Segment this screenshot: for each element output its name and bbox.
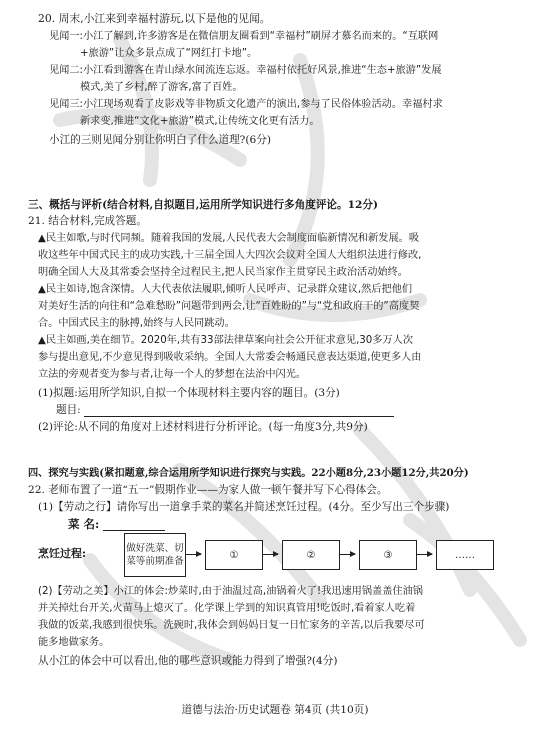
flow-arrow-2 bbox=[262, 554, 278, 555]
page-footer: 道德与法治·历史试题卷 第4页 (共10页) bbox=[181, 704, 369, 716]
q20-question: 小江的三则见闻分别让你明白了什么道理?(6分) bbox=[49, 134, 271, 146]
q22-process-label: 烹饪过程: bbox=[38, 547, 87, 560]
flow-step-1[interactable]: ① bbox=[205, 540, 263, 570]
q20-title: 20. 周末,小江来到幸福村游玩,以下是他的见闻。 bbox=[38, 12, 271, 25]
q21-material1-line1: ▲民主如歌,与时代同频。随着我国的发展,人民代表大会制度面临新情况和新发展。吸 bbox=[38, 233, 420, 244]
section4-heading: 四、探究与实践(紧扣题意,综合运用所学知识进行探究与实践。22小题8分,23小题12分,共20分) bbox=[28, 467, 469, 479]
q20-jianwen1-line1: 见闻一:小江了解到,许多游客是在微信朋友圈看到“幸福村”刷屏才慕名而来的。“互联网 bbox=[49, 31, 439, 42]
flow-arrow-3 bbox=[339, 554, 355, 555]
q21-part2: (2)评论:从不同的角度对上述材料进行分析评论。(每一角度3分,共9分) bbox=[38, 421, 368, 433]
q20-jianwen2-line2: 模式,美了乡村,醉了游客,富了百姓。 bbox=[80, 82, 243, 93]
q21-title: 21. 结合材料,完成答题。 bbox=[28, 215, 147, 227]
q21-material2-line3: 合。中国式民主的脉搏,始终与人民同跳动。 bbox=[38, 318, 235, 329]
q20-jianwen1-line2: +旅游”让众多景点成了“网红打卡地”。 bbox=[80, 48, 258, 59]
q21-title-label: 题目: bbox=[56, 404, 81, 416]
q22-title: 22. 老师布置了一道“五一”假期作业——为家人做一顿午餐并写下心得体会。 bbox=[28, 484, 388, 496]
q22-question: 从小江的体会中可以看出,他的哪些意识或能力得到了增强?(4分) bbox=[38, 655, 338, 667]
q21-material3-line1: ▲民主如画,美在细节。2020年,共有33部法律草案向社会公开征求意见,30多万人次 bbox=[38, 335, 414, 346]
q22-part2-line1: (2)【劳动之美】小江的体会:炒菜时,由于油温过高,油锅着火了!我迅速用锅盖盖住油锅 bbox=[38, 586, 423, 597]
q21-part1: (1)拟题:运用所学知识,自拟一个体现材料主要内容的题目。(3分) bbox=[38, 387, 340, 399]
q21-material2-line2: 对美好生活的向往和“急难愁盼”问题带到两会,让“百姓盼的”与“党和政府干的”高度契 bbox=[38, 301, 420, 312]
section3-heading: 三、概括与评析(结合材料,自拟题目,运用所学知识进行多角度评论。12分) bbox=[28, 199, 378, 211]
q21-material1-line3: 明确全国人大及其常委会坚持全过程民主,把人民当家作主贯穿民主政治活动始终。 bbox=[38, 267, 408, 278]
flow-step-more[interactable]: …… bbox=[436, 540, 494, 570]
q21-title-field bbox=[56, 403, 394, 417]
q20-jianwen2-line1: 见闻二:小江看到游客在青山绿水间流连忘返。幸福村依托好风景,推进“生态+旅游”发展 bbox=[49, 65, 442, 76]
flow-arrow-1 bbox=[185, 554, 201, 555]
flow-step-2[interactable]: ② bbox=[282, 540, 340, 570]
q21-material1-line2: 收这些年中国式民主的成功实践,十三届全国人大四次会议对全国人大组织法进行修改, bbox=[38, 250, 422, 261]
q20-jianwen3-line1: 见闻三:小江现场观看了皮影戏等非物质文化遗产的演出,参与了民俗体验活动。幸福村求 bbox=[49, 99, 443, 110]
flow-arrow-4 bbox=[416, 554, 432, 555]
q21-title-answer-line[interactable] bbox=[84, 404, 394, 417]
q22-dish-label: 菜 名: bbox=[68, 517, 100, 531]
q21-material3-line3: 立法的旁观者变为参与者,让每一个人的梦想在法治中闪光。 bbox=[38, 369, 307, 380]
flow-step-3[interactable]: ③ bbox=[359, 540, 417, 570]
q21-material3-line2: 参与提出意见,不少意见得到吸收采纳。全国人大常委会畅通民意表达渠道,使更多人由 bbox=[38, 352, 422, 363]
q22-part2-line2: 并关掉灶台开关,火苗马上熄灭了。化学课上学到的知识真管用!吃饭时,看着家人吃着 bbox=[38, 603, 416, 614]
q22-part2-line3: 我做的饭菜,我感到很快乐。洗碗时,我体会到妈妈日复一日忙家务的辛苦,以后我要尽可 bbox=[38, 620, 425, 631]
q22-part1: (1)【劳动之行】请你写出一道拿手菜的菜名并简述烹饪过程。(4分。至少写出三个步骤) bbox=[38, 501, 450, 513]
flow-step-preparation: 做好洗菜、切菜等前期准备 bbox=[124, 533, 186, 577]
q22-part2-line4: 能多地做家务。 bbox=[38, 637, 110, 648]
q22-dish-field bbox=[68, 517, 165, 531]
q22-dish-answer-line[interactable] bbox=[103, 518, 165, 531]
q21-material2-line1: ▲民主如诗,饱含深情。人大代表依法履职,倾听人民呼声、记录群众建议,然后把他们 bbox=[38, 284, 413, 295]
q20-jianwen3-line2: 新求变,推进“文化+旅游”模式,让传统文化更有活力。 bbox=[80, 116, 320, 127]
